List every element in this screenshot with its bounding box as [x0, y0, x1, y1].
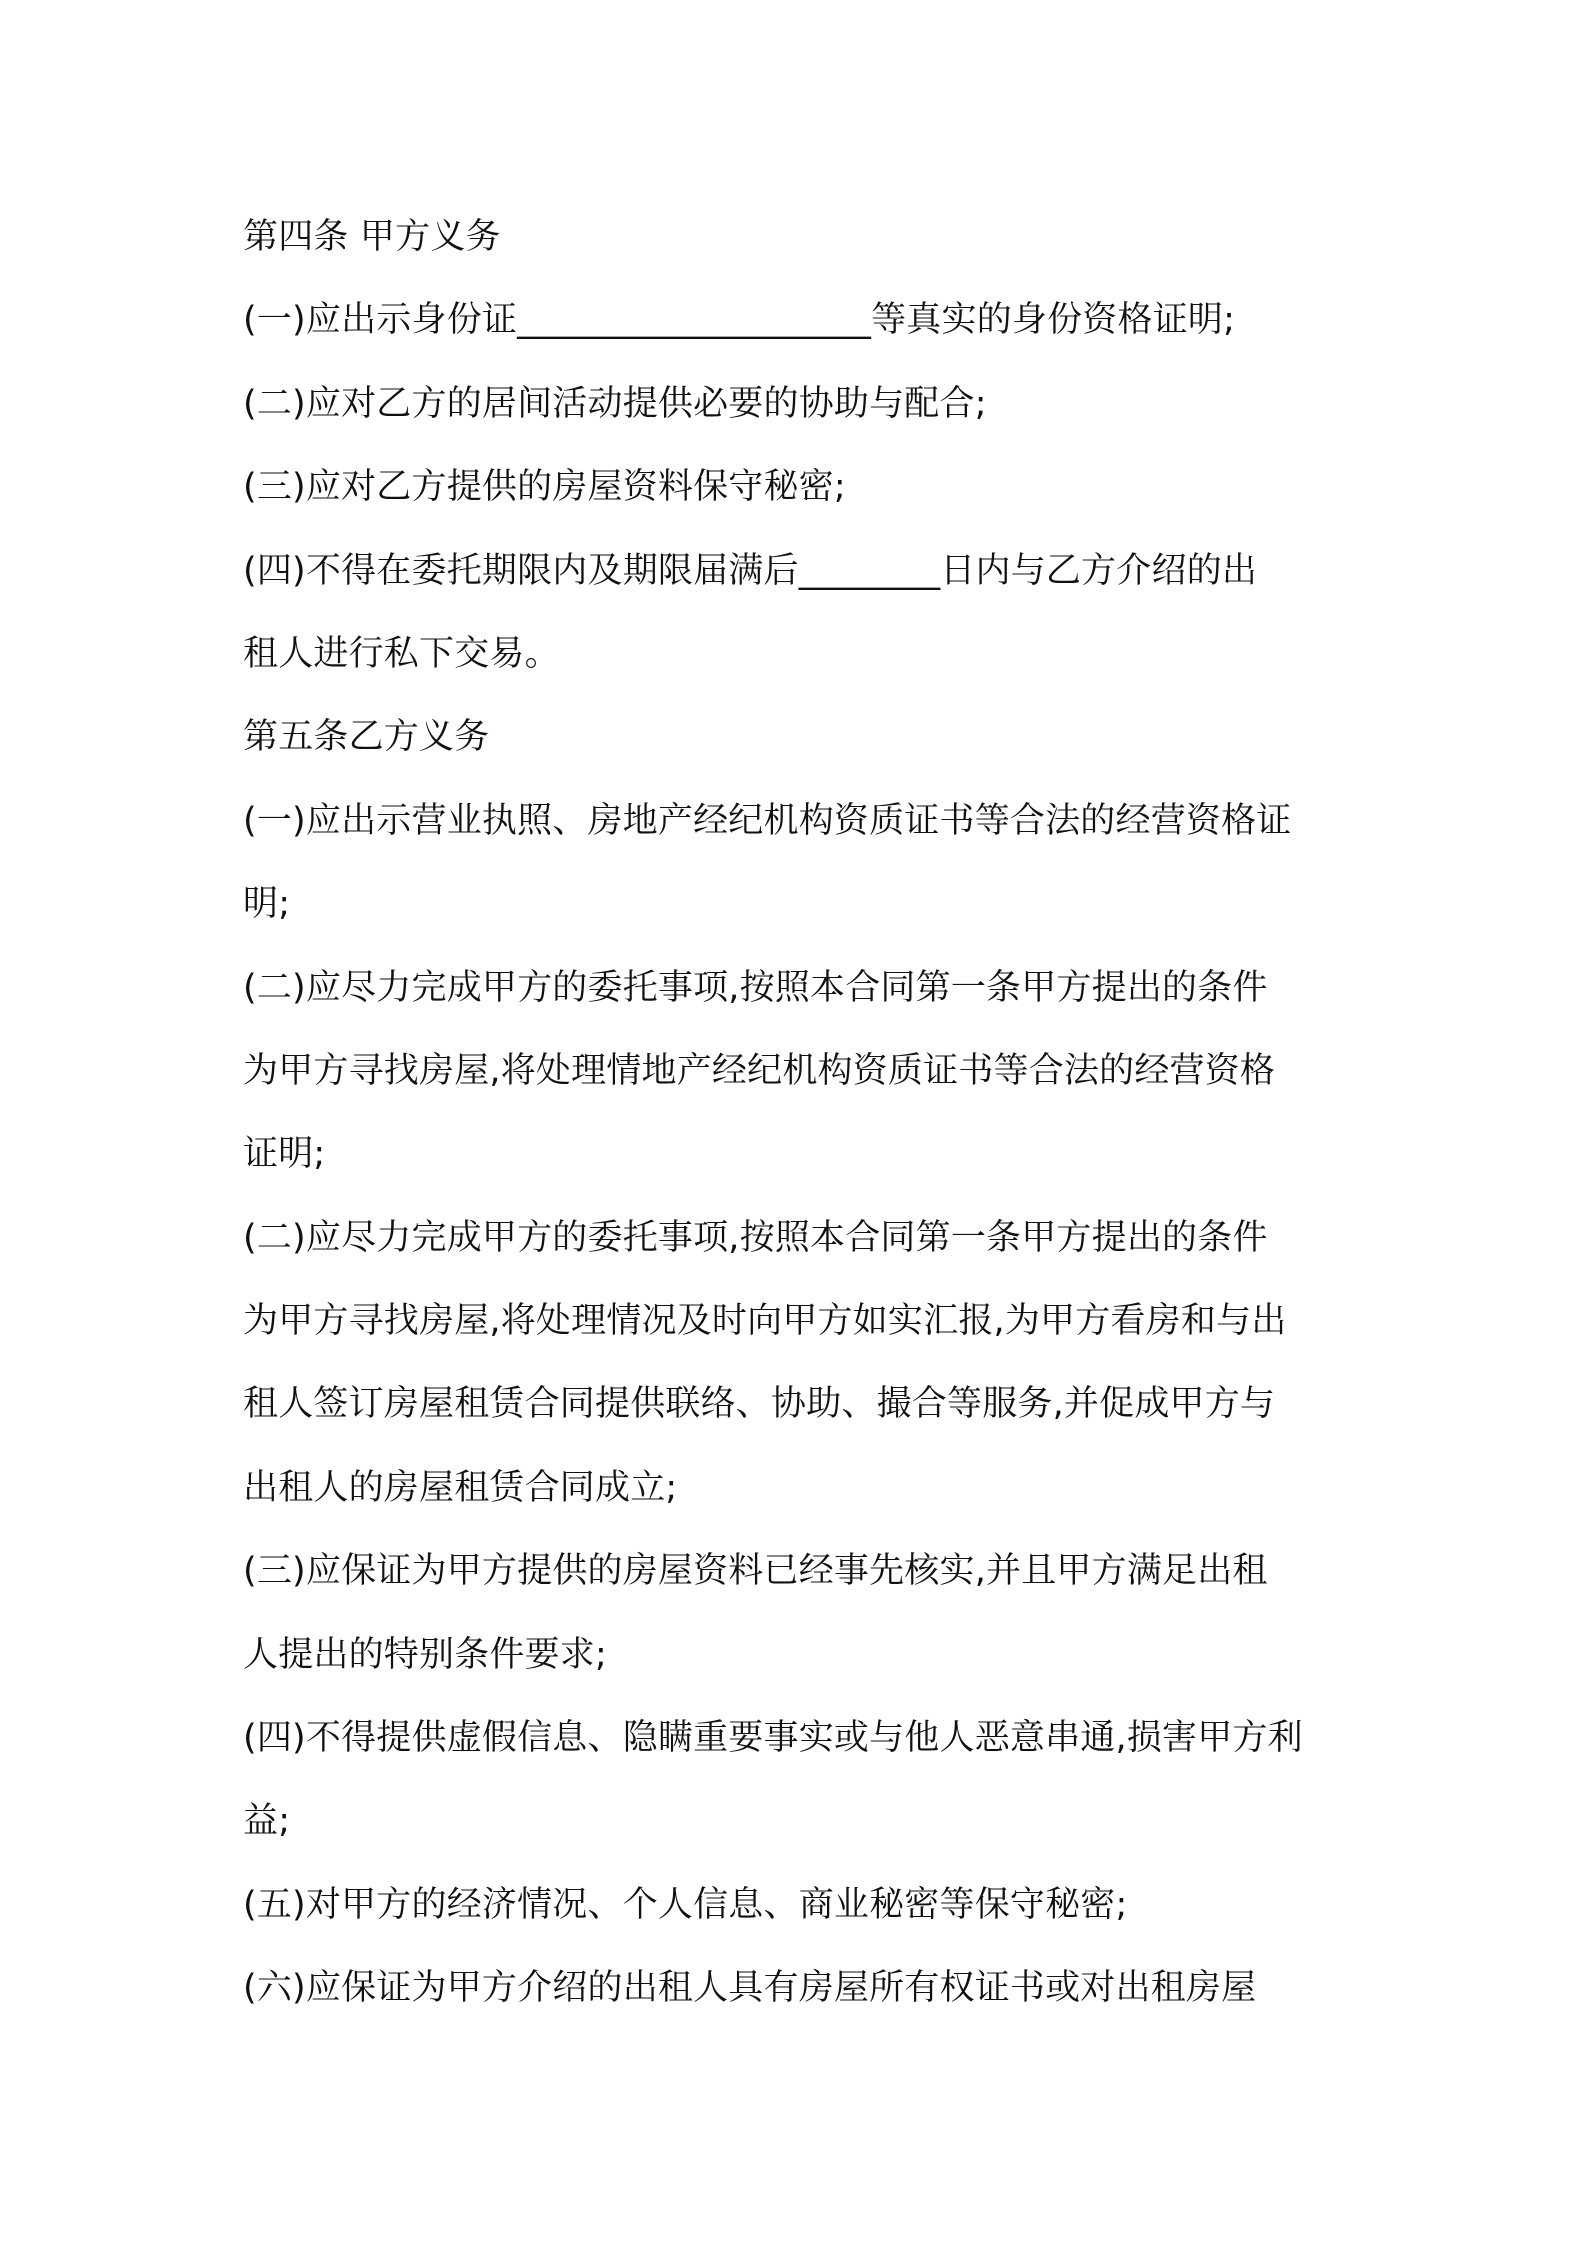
- text-line: (四)不得提供虚假信息、隐瞒重要事实或与他人恶意串通,损害甲方利: [243, 1718, 1303, 1759]
- text-line: (五)对甲方的经济情况、个人信息、商业秘密等保守秘密;: [243, 1884, 1128, 1925]
- text-line: 人提出的特别条件要求;: [243, 1634, 607, 1675]
- text-line: (一)应出示营业执照、房地产经纪机构资质证书等合法的经营资格证: [243, 800, 1292, 841]
- text-line: (二)应尽力完成甲方的委托事项,按照本合同第一条甲方提出的条件: [243, 967, 1268, 1008]
- text-line: (一)应出示身份证____________________等真实的身份资格证明;: [243, 300, 1236, 341]
- article-five-heading: 第五条乙方义务: [243, 717, 490, 758]
- text-line: (二)应尽力完成甲方的委托事项,按照本合同第一条甲方提出的条件: [243, 1217, 1268, 1258]
- text-line: 租人进行私下交易。: [243, 633, 560, 674]
- text-line: 租人签订房屋租赁合同提供联络、协助、撮合等服务,并促成甲方与: [243, 1384, 1276, 1425]
- text-line: (二)应对乙方的居间活动提供必要的协助与配合;: [243, 383, 987, 424]
- document-body: [243, 196, 1368, 2031]
- text-line: (六)应保证为甲方介绍的出租人具有房屋所有权证书或对出租房屋: [243, 1968, 1257, 2009]
- article-four-heading: 第四条 甲方义务: [243, 217, 501, 257]
- text-line: 明;: [243, 884, 291, 925]
- text-line: 证明;: [243, 1134, 326, 1175]
- text-line: (四)不得在委托期限内及期限届满后________日内与乙方介绍的出: [243, 550, 1258, 591]
- text-line: 益;: [243, 1801, 291, 1842]
- text-line: 出租人的房屋租赁合同成立;: [243, 1467, 678, 1508]
- text-line: (三)应对乙方提供的房屋资料保守秘密;: [243, 467, 846, 508]
- text-line: 为甲方寻找房屋,将处理情况及时向甲方如实汇报,为甲方看房和与出: [243, 1301, 1287, 1342]
- text-line: 为甲方寻找房屋,将处理情地产经纪机构资质证书等合法的经营资格: [243, 1050, 1276, 1091]
- text-line: (三)应保证为甲方提供的房屋资料已经事先核实,并且甲方满足出租: [243, 1551, 1268, 1592]
